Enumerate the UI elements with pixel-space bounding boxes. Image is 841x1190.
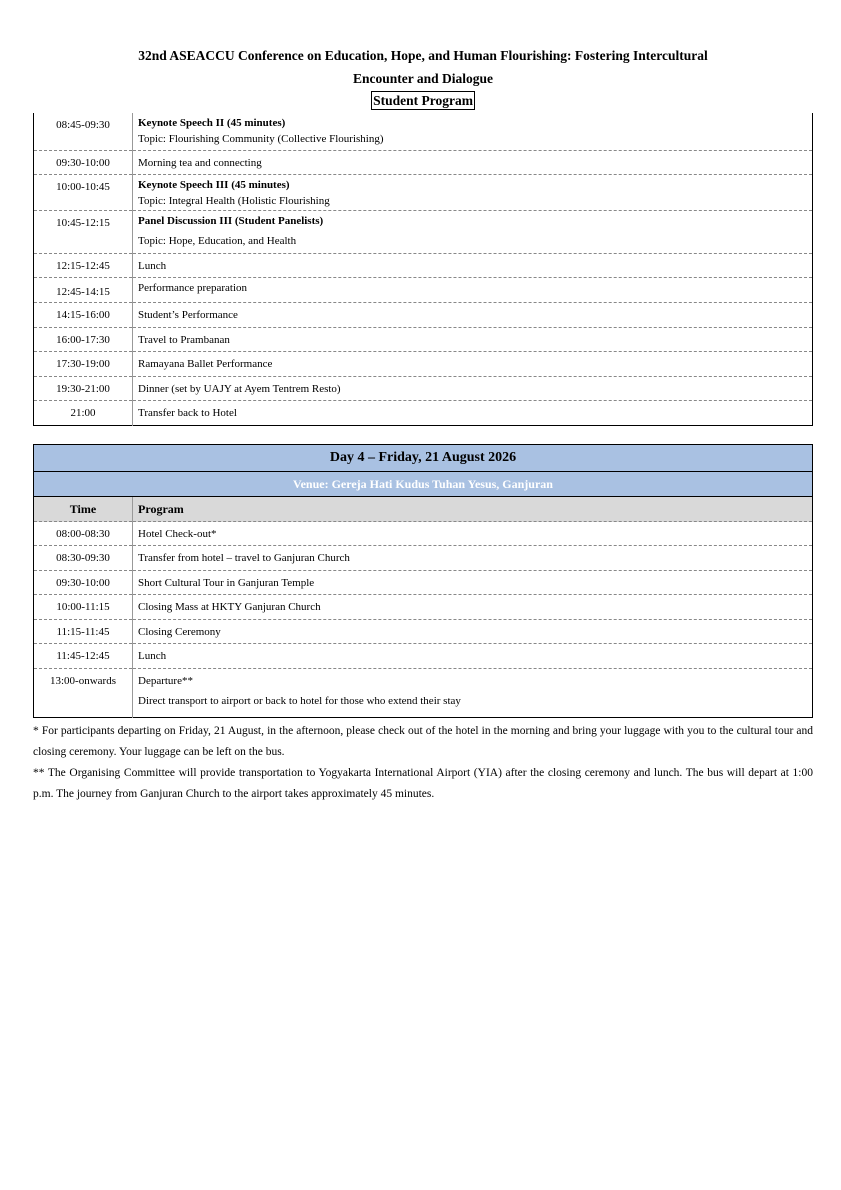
program-cell: Short Cultural Tour in Ganjuran Temple: [133, 571, 813, 595]
time-cell: 17:30-19:00: [34, 351, 133, 376]
time-cell: 11:45-12:45: [34, 644, 133, 669]
program-cell: Lunch: [133, 644, 813, 669]
table-row: [34, 253, 813, 277]
table-row: [34, 174, 813, 210]
day-title: Day 4 – Friday, 21 August 2026: [34, 445, 813, 472]
table-row: [34, 571, 813, 595]
column-header-program: Program: [133, 497, 813, 522]
program-cell: Departure** Direct transport to airport or back to hotel for those who extend their stay: [133, 669, 813, 718]
session-title: Panel Discussion III (Student Panelists): [138, 214, 324, 227]
program-cell: Closing Ceremony: [133, 620, 813, 644]
time-cell: 10:00-11:15: [34, 595, 133, 620]
program-cell: Transfer from hotel – travel to Ganjuran Church: [133, 546, 813, 571]
program-cell: [133, 210, 813, 253]
table-row: [34, 400, 813, 425]
table-row: [34, 522, 813, 546]
session-topic: Topic: Flourishing Community (Collective Flourishing): [138, 133, 384, 145]
table-header-row: [34, 497, 813, 522]
table-row: [34, 546, 813, 571]
table-row: [34, 302, 813, 327]
program-cell: Ramayana Ballet Performance: [133, 351, 813, 376]
time-cell: 16:00-17:30: [34, 327, 133, 351]
footnote-1: * For participants departing on Friday, 21 August, in the afternoon, please check out of the hotel in the morning and bring your luggage with you to the cultural tour and closing ceremony. Your luggage can be left on the bus.: [33, 725, 813, 758]
venue-banner: Venue: Gereja Hati Kudus Tuhan Yesus, Ganjuran: [34, 472, 813, 497]
table-row: [34, 150, 813, 174]
document-header: [33, 44, 813, 110]
session-title: Keynote Speech II (45 minutes): [138, 117, 286, 129]
time-cell: 13:00-onwards: [34, 669, 133, 718]
session-topic: Topic: Integral Health (Holistic Flourishing: [138, 194, 330, 207]
time-cell: 09:30-10:00: [34, 571, 133, 595]
table-row: [34, 620, 813, 644]
time-cell: 08:45-09:30: [34, 113, 133, 150]
departure-detail: Direct transport to airport or back to hotel for those who extend their stay: [138, 695, 461, 707]
table-row: [34, 277, 813, 302]
table-row: [34, 210, 813, 253]
conference-title-line-2: Encounter and Dialogue: [352, 71, 494, 86]
program-cell: [133, 174, 813, 210]
program-cell: Dinner (set by UAJY at Ayem Tentrem Resto): [133, 376, 813, 400]
column-header-time: Time: [34, 497, 133, 522]
footnotes: [33, 721, 813, 805]
conference-title-line-1: 32nd ASEACCU Conference on Education, Hope, and Human Flourishing: Fostering Intercultural: [138, 48, 708, 63]
table-row: [34, 595, 813, 620]
time-cell: 08:00-08:30: [34, 522, 133, 546]
session-topic: Topic: Hope, Education, and Health: [138, 234, 297, 247]
table-row: [34, 113, 813, 150]
program-cell: Hotel Check-out*: [133, 522, 813, 546]
program-subtitle: Student Program: [373, 93, 473, 108]
table-row: [34, 351, 813, 376]
time-cell: 12:45-14:15: [34, 277, 133, 302]
footnote-2: ** The Organising Committee will provide transportation to Yogyakarta International Airport (YIA) after the closing ceremony and lunch. The bus will depart at 1:00 p.m. The journey from Ganjuran Church to the airport takes approximately 45 minutes.: [33, 767, 813, 800]
time-cell: 08:30-09:30: [34, 546, 133, 571]
time-cell: 14:15-16:00: [34, 302, 133, 327]
program-cell: Morning tea and connecting: [133, 150, 813, 174]
time-cell: 21:00: [34, 400, 133, 425]
table-row: [34, 644, 813, 669]
program-cell: Lunch: [133, 253, 813, 277]
session-title: Keynote Speech III (45 minutes): [138, 178, 290, 191]
program-cell: Student’s Performance: [133, 302, 813, 327]
program-cell: Performance preparation: [133, 277, 813, 302]
program-cell: Travel to Prambanan: [133, 327, 813, 351]
time-cell: 11:15-11:45: [34, 620, 133, 644]
table-row: [34, 669, 813, 718]
table-row: [34, 376, 813, 400]
day4-schedule-table: [33, 444, 813, 718]
time-cell: 10:45-12:15: [34, 210, 133, 253]
time-cell: 12:15-12:45: [34, 253, 133, 277]
time-cell: 09:30-10:00: [34, 150, 133, 174]
program-cell: Closing Mass at HKTY Ganjuran Church: [133, 595, 813, 620]
program-cell: Transfer back to Hotel: [138, 406, 237, 419]
program-cell: [133, 113, 813, 150]
schedule-table-continued: [33, 113, 813, 426]
time-cell: 19:30-21:00: [34, 376, 133, 400]
table-row: [34, 327, 813, 351]
time-cell: 10:00-10:45: [34, 174, 133, 210]
